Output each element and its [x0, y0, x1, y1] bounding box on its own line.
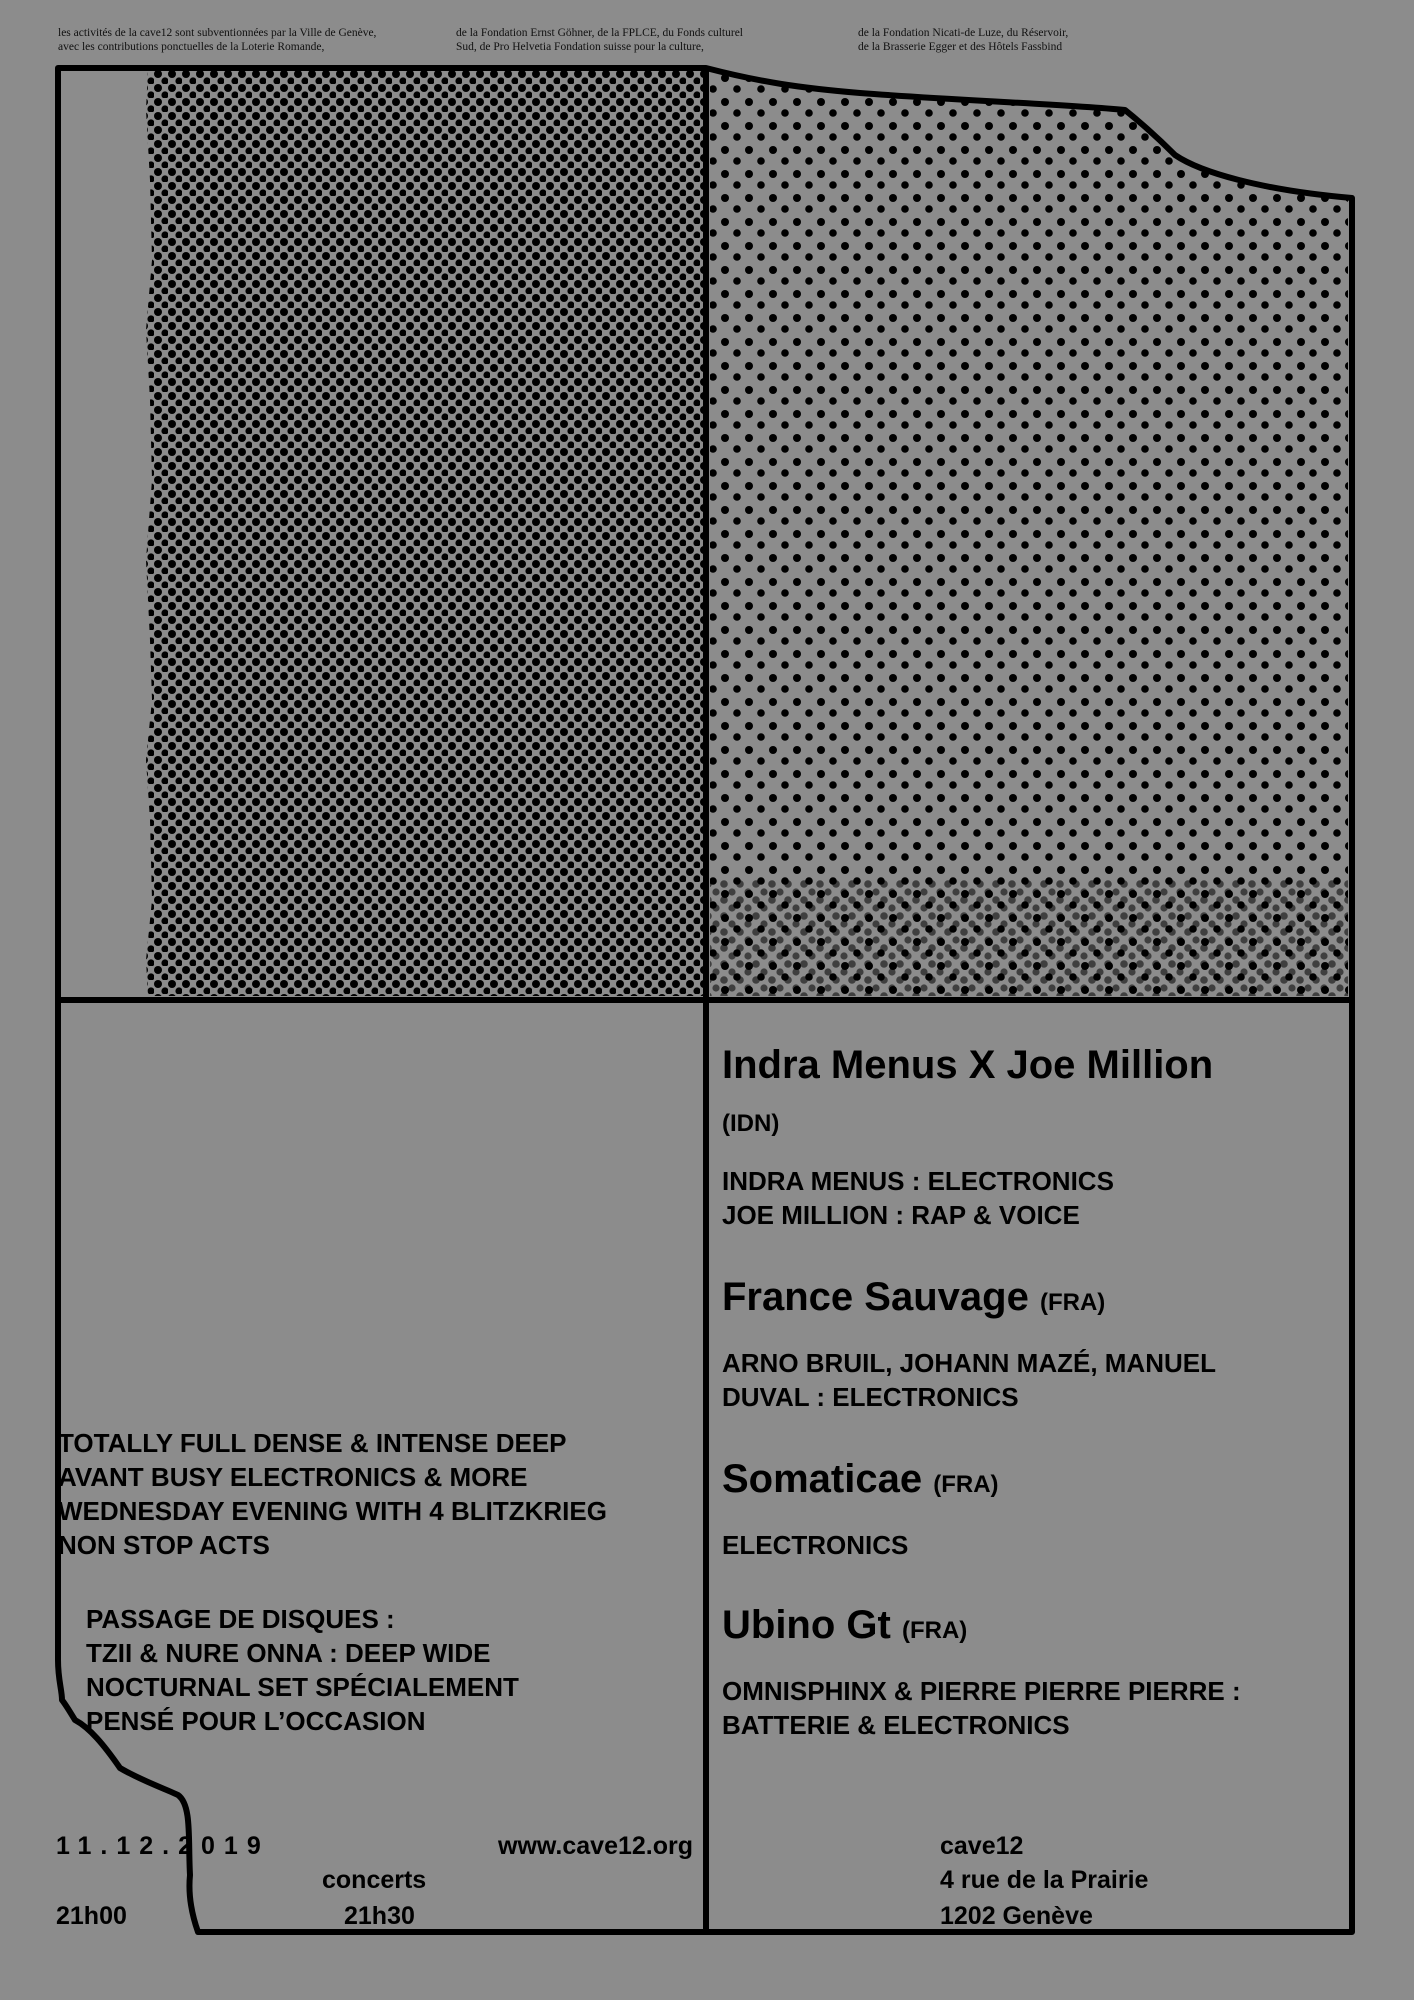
act-4-origin: (FRA) — [901, 1617, 968, 1644]
act-3-title: Somaticae — [722, 1457, 923, 1501]
venue-street: 4 rue de la Prairie — [940, 1866, 1149, 1894]
passage-line: TZII & NURE ONNA : DEEP WIDE — [86, 1638, 491, 1668]
act-4-title: Ubino Gt — [722, 1603, 891, 1647]
concerts-label: concerts — [322, 1866, 427, 1894]
act-detail-line: ARNO BRUIL, JOHANN MAZÉ, MANUEL — [722, 1348, 1216, 1378]
sparse-dot-field-lower — [710, 880, 1348, 996]
website-link[interactable]: www.cave12.org — [498, 1832, 693, 1860]
act-1-name: Indra Menus X Joe Million — [722, 1043, 1214, 1087]
act-4-detail — [722, 1674, 1241, 1742]
act-1-detail — [722, 1164, 1114, 1232]
act-4-name — [722, 1602, 967, 1654]
passage-line: PENSÉ POUR L’OCCASION — [86, 1706, 426, 1736]
passage-line: NOCTURNAL SET SPÉCIALEMENT — [86, 1672, 519, 1702]
act-1-origin: (IDN) — [722, 1110, 780, 1137]
act-detail-line: DUVAL : ELECTRONICS — [722, 1382, 1019, 1412]
event-blurb — [58, 1426, 607, 1562]
sparse-dot-field — [710, 70, 1348, 996]
act-3-origin: (FRA) — [933, 1471, 999, 1498]
act-2-title: France Sauvage — [722, 1275, 1029, 1319]
act-detail-line: INDRA MENUS : ELECTRONICS — [722, 1166, 1114, 1196]
dense-dot-field — [146, 68, 706, 996]
concerts-time: 21h30 — [344, 1902, 415, 1930]
act-detail-line: ELECTRONICS — [722, 1530, 909, 1560]
credits-line: Sud, de Pro Helvetia Fondation suisse pour la culture, — [456, 41, 704, 53]
venue-name: cave12 — [940, 1832, 1024, 1860]
act-3-detail — [722, 1528, 908, 1562]
act-2-name — [722, 1274, 1105, 1326]
passage-de-disques — [86, 1602, 519, 1738]
act-detail-line: BATTERIE & ELECTRONICS — [722, 1710, 1070, 1740]
credits-line: de la Brasserie Egger et des Hôtels Fassbind — [858, 41, 1063, 53]
doors-time: 21h00 — [56, 1902, 127, 1930]
credits-line: de la Fondation Nicati-de Luze, du Réservoir, — [858, 27, 1069, 39]
act-3-name — [722, 1456, 999, 1508]
blurb-line: AVANT BUSY ELECTRONICS & MORE — [58, 1462, 528, 1492]
blurb-line: NON STOP ACTS — [58, 1530, 270, 1560]
event-date: 11.12.2019 — [56, 1832, 270, 1860]
credits-line: les activités de la cave12 sont subventionnées par la Ville de Genève, — [58, 27, 377, 39]
act-detail-line: JOE MILLION : RAP & VOICE — [722, 1200, 1080, 1230]
passage-line: PASSAGE DE DISQUES : — [86, 1604, 395, 1634]
venue-city: 1202 Genève — [940, 1902, 1093, 1930]
act-2-origin: (FRA) — [1039, 1289, 1106, 1316]
credits-line: avec les contributions ponctuelles de la Loterie Romande, — [58, 41, 325, 53]
blurb-line: TOTALLY FULL DENSE & INTENSE DEEP — [58, 1428, 567, 1458]
credits-line: de la Fondation Ernst Göhner, de la FPLCE, du Fonds culturel — [456, 27, 744, 39]
blurb-line: WEDNESDAY EVENING WITH 4 BLITZKRIEG — [58, 1496, 607, 1526]
act-2-detail — [722, 1346, 1216, 1414]
act-detail-line: OMNISPHINX & PIERRE PIERRE PIERRE : — [722, 1676, 1241, 1706]
